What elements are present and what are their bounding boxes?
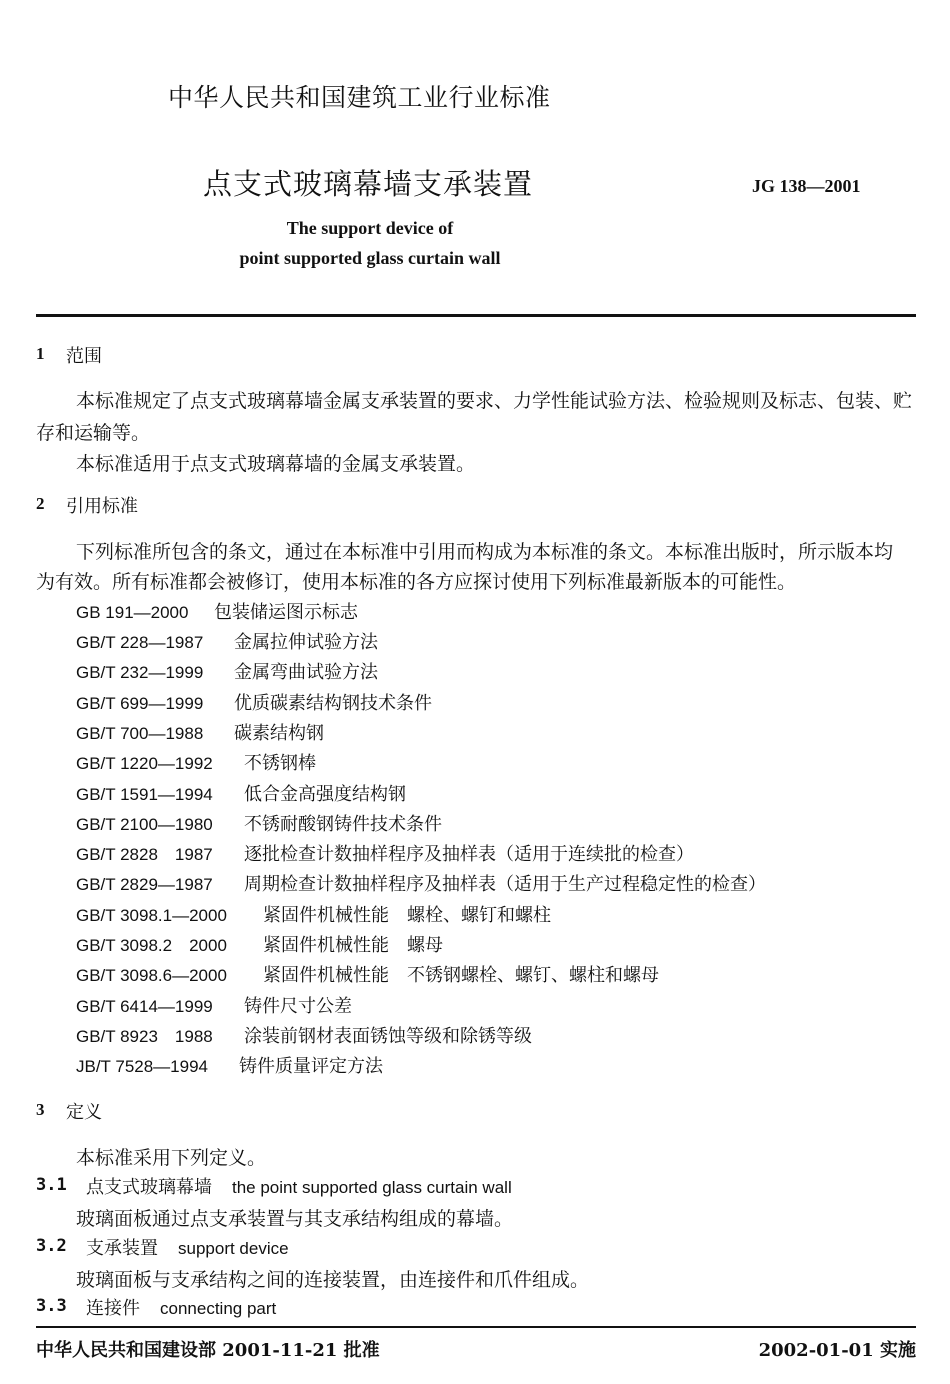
reference-name: 涂装前钢材表面锈蚀等级和除锈等级	[244, 1026, 532, 1047]
reference-item	[76, 1052, 383, 1078]
definition-3-3-number: 3.3	[36, 1296, 67, 1316]
reference-code: GB/T 3098.6—2000	[76, 966, 227, 985]
reference-code: GB/T 228—1987	[76, 633, 204, 652]
header-divider	[36, 314, 916, 317]
reference-code: GB/T 2829—1987	[76, 875, 213, 894]
definition-3-1-term	[86, 1173, 512, 1199]
reference-name: 逐批检查计数抽样程序及抽样表（适用于连续批的检查）	[244, 844, 694, 865]
standard-code: JG 138—2001	[752, 176, 861, 196]
reference-name: 周期检查计数抽样程序及抽样表（适用于生产过程稳定性的检查）	[244, 874, 766, 895]
reference-item	[76, 1022, 532, 1048]
reference-code: GB/T 2828 1987	[76, 845, 213, 864]
footer-divider	[36, 1326, 916, 1328]
section-2-number: 2	[36, 494, 45, 513]
reference-code: GB/T 3098.1—2000	[76, 906, 227, 925]
reference-item	[76, 870, 766, 896]
reference-code: JB/T 7528—1994	[76, 1057, 208, 1076]
reference-name: 铸件质量评定方法	[239, 1056, 383, 1077]
reference-item	[76, 598, 358, 624]
reference-item	[76, 749, 316, 775]
reference-code: GB/T 700—1988	[76, 724, 204, 743]
reference-name: 碳素结构钢	[234, 723, 324, 744]
definition-3-2-term	[86, 1234, 289, 1260]
reference-name: 包装储运图示标志	[214, 602, 358, 623]
section-1-paragraph-2: 本标准适用于点支式玻璃幕墙的金属支承装置。	[76, 453, 476, 475]
reference-item	[76, 780, 406, 806]
term-zh: 连接件	[86, 1298, 140, 1319]
definition-3-1-number: 3.1	[36, 1175, 67, 1195]
reference-name: 紧固件机械性能 螺母	[263, 935, 443, 956]
reference-item	[76, 719, 324, 745]
reference-name: 金属弯曲试验方法	[234, 662, 378, 683]
implementation-date: 2002-01-01 实施	[758, 1340, 916, 1361]
reference-name: 紧固件机械性能 螺栓、螺钉和螺柱	[263, 905, 551, 926]
reference-code: GB 191—2000	[76, 603, 189, 622]
term-zh: 点支式玻璃幕墙	[86, 1177, 212, 1198]
document-title: 点支式玻璃幕墙支承装置	[203, 167, 534, 201]
section-2-paragraph-line-2: 为有效。所有标准都会被修订，使用本标准的各方应探讨使用下列标准最新版本的可能性。	[36, 571, 797, 593]
section-1-title: 范围	[66, 346, 102, 367]
reference-item	[76, 689, 432, 715]
reference-name: 不锈耐酸钢铸件技术条件	[244, 814, 442, 835]
term-en: connecting part	[160, 1299, 277, 1318]
reference-item	[76, 658, 378, 684]
reference-name: 低合金高强度结构钢	[244, 784, 406, 805]
issuing-org-line: 中华人民共和国建筑工业行业标准	[168, 83, 551, 112]
english-title-line-1: The support device of	[286, 218, 454, 238]
reference-code: GB/T 1591—1994	[76, 785, 213, 804]
english-title-line-2: point supported glass curtain wall	[239, 248, 501, 268]
reference-item	[76, 628, 378, 654]
reference-name: 优质碳素结构钢技术条件	[234, 693, 432, 714]
reference-code: GB/T 3098.2 2000	[76, 936, 227, 955]
section-2-paragraph-line-1: 下列标准所包含的条文，通过在本标准中引用而构成为本标准的条文。本标准出版时，所示版本均	[76, 541, 894, 563]
reference-code: GB/T 232—1999	[76, 663, 204, 682]
reference-item	[76, 961, 659, 987]
reference-item	[76, 840, 694, 866]
approval-line: 中华人民共和国建设部 2001-11-21 批准	[36, 1340, 380, 1361]
reference-name: 不锈钢棒	[244, 753, 316, 774]
term-en: support device	[178, 1239, 289, 1258]
definition-3-2-number: 3.2	[36, 1236, 67, 1256]
reference-name: 金属拉伸试验方法	[234, 632, 378, 653]
definition-3-1-description: 玻璃面板通过点支承装置与其支承结构组成的幕墙。	[76, 1208, 514, 1230]
reference-item	[76, 931, 443, 957]
section-3-intro: 本标准采用下列定义。	[76, 1147, 267, 1169]
reference-name: 紧固件机械性能 不锈钢螺栓、螺钉、螺柱和螺母	[263, 965, 659, 986]
reference-code: GB/T 6414—1999	[76, 997, 213, 1016]
reference-code: GB/T 1220—1992	[76, 754, 213, 773]
definition-3-3-term	[86, 1294, 276, 1320]
reference-item	[76, 992, 352, 1018]
reference-item	[76, 810, 442, 836]
section-2-title: 引用标准	[66, 496, 138, 517]
reference-code: GB/T 8923 1988	[76, 1027, 213, 1046]
reference-code: GB/T 2100—1980	[76, 815, 213, 834]
reference-item	[76, 901, 551, 927]
section-3-title: 定义	[66, 1102, 102, 1123]
section-1-number: 1	[36, 344, 45, 363]
term-zh: 支承装置	[86, 1238, 158, 1259]
term-en: the point supported glass curtain wall	[232, 1178, 512, 1197]
definition-3-2-description: 玻璃面板与支承结构之间的连接装置，由连接件和爪件组成。	[76, 1269, 590, 1291]
section-1-paragraph-1-line-2: 存和运输等。	[36, 422, 151, 444]
section-1-paragraph-1-line-1: 本标准规定了点支式玻璃幕墙金属支承装置的要求、力学性能试验方法、检验规则及标志、包装、贮	[76, 390, 913, 412]
reference-code: GB/T 699—1999	[76, 694, 204, 713]
section-3-number: 3	[36, 1100, 45, 1119]
reference-name: 铸件尺寸公差	[244, 996, 352, 1017]
